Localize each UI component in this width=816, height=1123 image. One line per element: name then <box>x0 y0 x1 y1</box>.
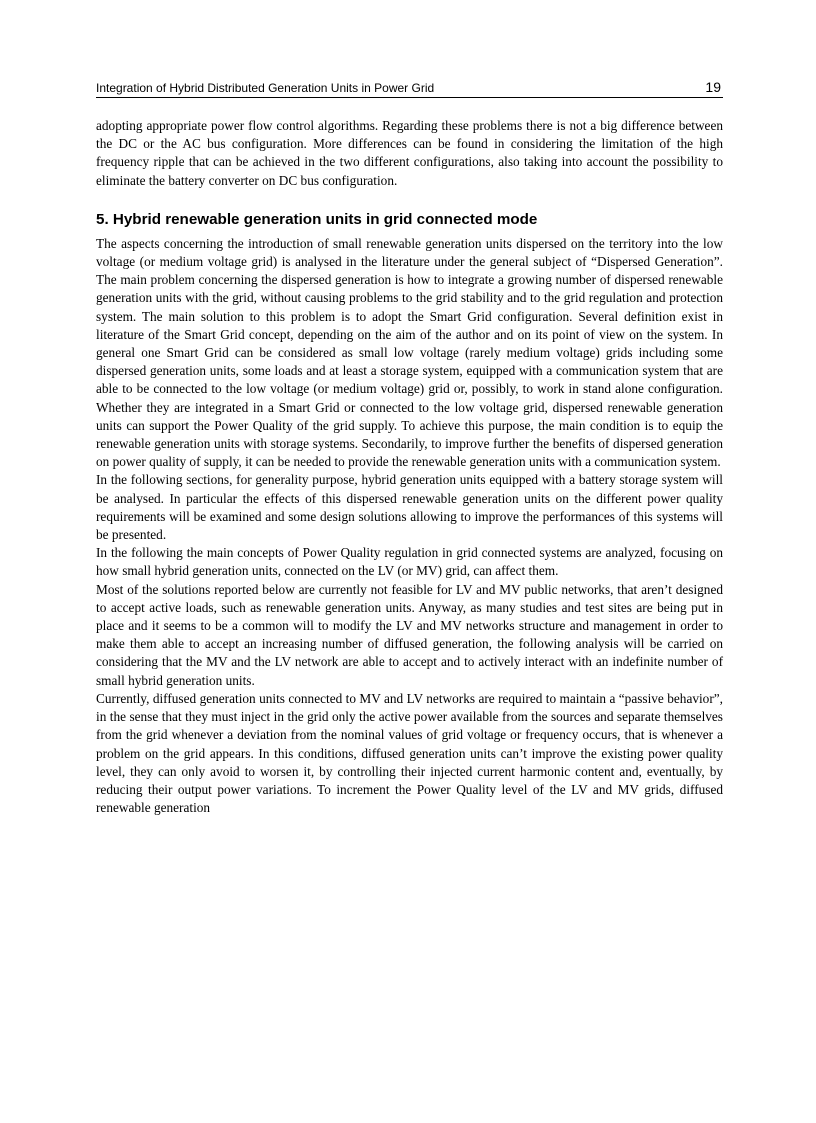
paragraph: In the following sections, for generality purpose, hybrid generation units equipped with a battery storage system will be analysed. In particular the effects of this dispersed renewable generation units on the different power quality requirements will be examined and some design solutions allowing to improve the performances of this systems will be presented. <box>96 472 723 543</box>
paragraph: Currently, diffused generation units connected to MV and LV networks are required to maintain a “passive behavior”, in the sense that they must inject in the grid only the active power available from the sources and separate themselves from the grid whenever a deviation from the nominal values of grid voltage or frequency occurs, that is whenever a problem on the grid appears. In this conditions, diffused generation units can’t improve the existing power quality level, they can only avoid to worsen it, by controlling their injected current harmonic content and, eventually, by reducing their output power variations. To increment the Power Quality level of the LV and MV grids, diffused renewable generation <box>96 690 723 816</box>
intro-paragraph: adopting appropriate power flow control algorithms. Regarding these problems there is not a big difference between the DC or the AC bus configuration. More differences can be found in considering the limitation of the high frequency ripple that can be achieved in the two different configurations, also taking into account the possibility to eliminate the battery converter on DC bus configuration. <box>96 118 723 188</box>
paragraph: Most of the solutions reported below are currently not feasible for LV and MV public networks, that aren’t designed to accept active loads, such as renewable generation units. Anyway, as many studies and test sites are being put in place and it seems to be a common will to modify the LV and MV networks structure and management in order to make them able to accept an increasing number of diffused generation, the following analysis will be carried on considering that the MV and the LV network are able to accept and to actively interact with an indefinite number of small hybrid generation units. <box>96 581 723 688</box>
body-text <box>96 117 723 817</box>
section-heading: 5. Hybrid renewable generation units in grid connected mode <box>96 210 538 228</box>
page-number: 19 <box>705 79 721 95</box>
running-header <box>96 79 723 98</box>
paragraph: The aspects concerning the introduction of small renewable generation units dispersed on the territory into the low voltage (or medium voltage grid) is analysed in the literature under the general subject of “Dispersed Generation”. The main problem concerning the dispersed generation is how to integrate a growing number of dispersed renewable generation units with the grid, without causing problems to the grid stability and to the grid regulation and protection system. The main solution to this problem is to adopt the Smart Grid configuration. Several definition exist in literature of the Smart Grid concept, depending on the aim of the author and on its point of view on the system. In general one Smart Grid can be considered as small low voltage (rarely medium voltage) grids including some dispersed generation units, some loads and at least a storage system, equipped with a communication system that are able to be connected to the low voltage (or medium voltage) grid or, possibly, to work in stand alone configuration. Whether they are integrated in a Smart Grid or connected to the low voltage grid, dispersed renewable generation units can support the Power Quality of the grid supply. To achieve this purpose, the main condition is to equip the renewable generation units with storage systems. Secondarily, to improve further the benefits of dispersed generation on power quality of supply, it can be needed to provide the renewable generation units with a communication system. <box>96 235 723 470</box>
paragraph: In the following the main concepts of Power Quality regulation in grid connected systems are analyzed, focusing on how small hybrid generation units, connected on the LV (or MV) grid, can affect them. <box>96 545 723 579</box>
header-title: Integration of Hybrid Distributed Generation Units in Power Grid <box>96 81 435 95</box>
